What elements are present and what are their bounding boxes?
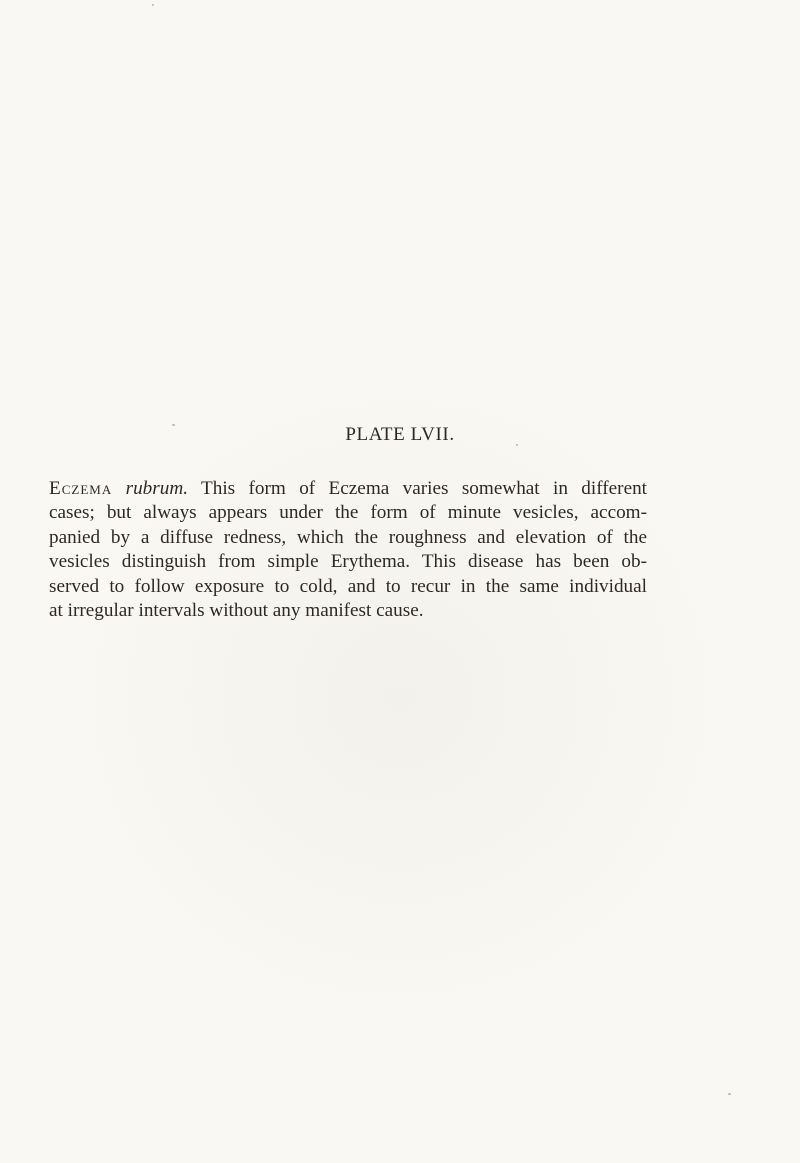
paper-speck xyxy=(516,444,518,446)
description-line-4: vesicles distinguish from simple Erythema. This disease has been ob- xyxy=(49,551,647,573)
description-line-6: at irregular intervals without any manifest cause. xyxy=(49,600,424,622)
description-text: This form of Eczema varies somewhat in different xyxy=(188,478,648,499)
plate-title: PLATE LVII. xyxy=(345,424,455,445)
paper-speck xyxy=(172,424,175,426)
description-line-5: served to follow exposure to cold, and to recur in the same individual xyxy=(49,575,647,597)
plate-description xyxy=(49,477,647,623)
description-line-2: cases; but always appears under the form of minute vesicles, accom- xyxy=(49,502,647,524)
paper-speck xyxy=(728,1093,731,1095)
disease-species: rubrum. xyxy=(125,478,188,499)
description-line-1 xyxy=(49,477,647,501)
disease-genus: Eczema xyxy=(49,478,113,499)
paper-speck xyxy=(152,4,154,6)
description-line-3: panied by a diffuse redness, which the roughness and elevation of the xyxy=(49,526,647,548)
